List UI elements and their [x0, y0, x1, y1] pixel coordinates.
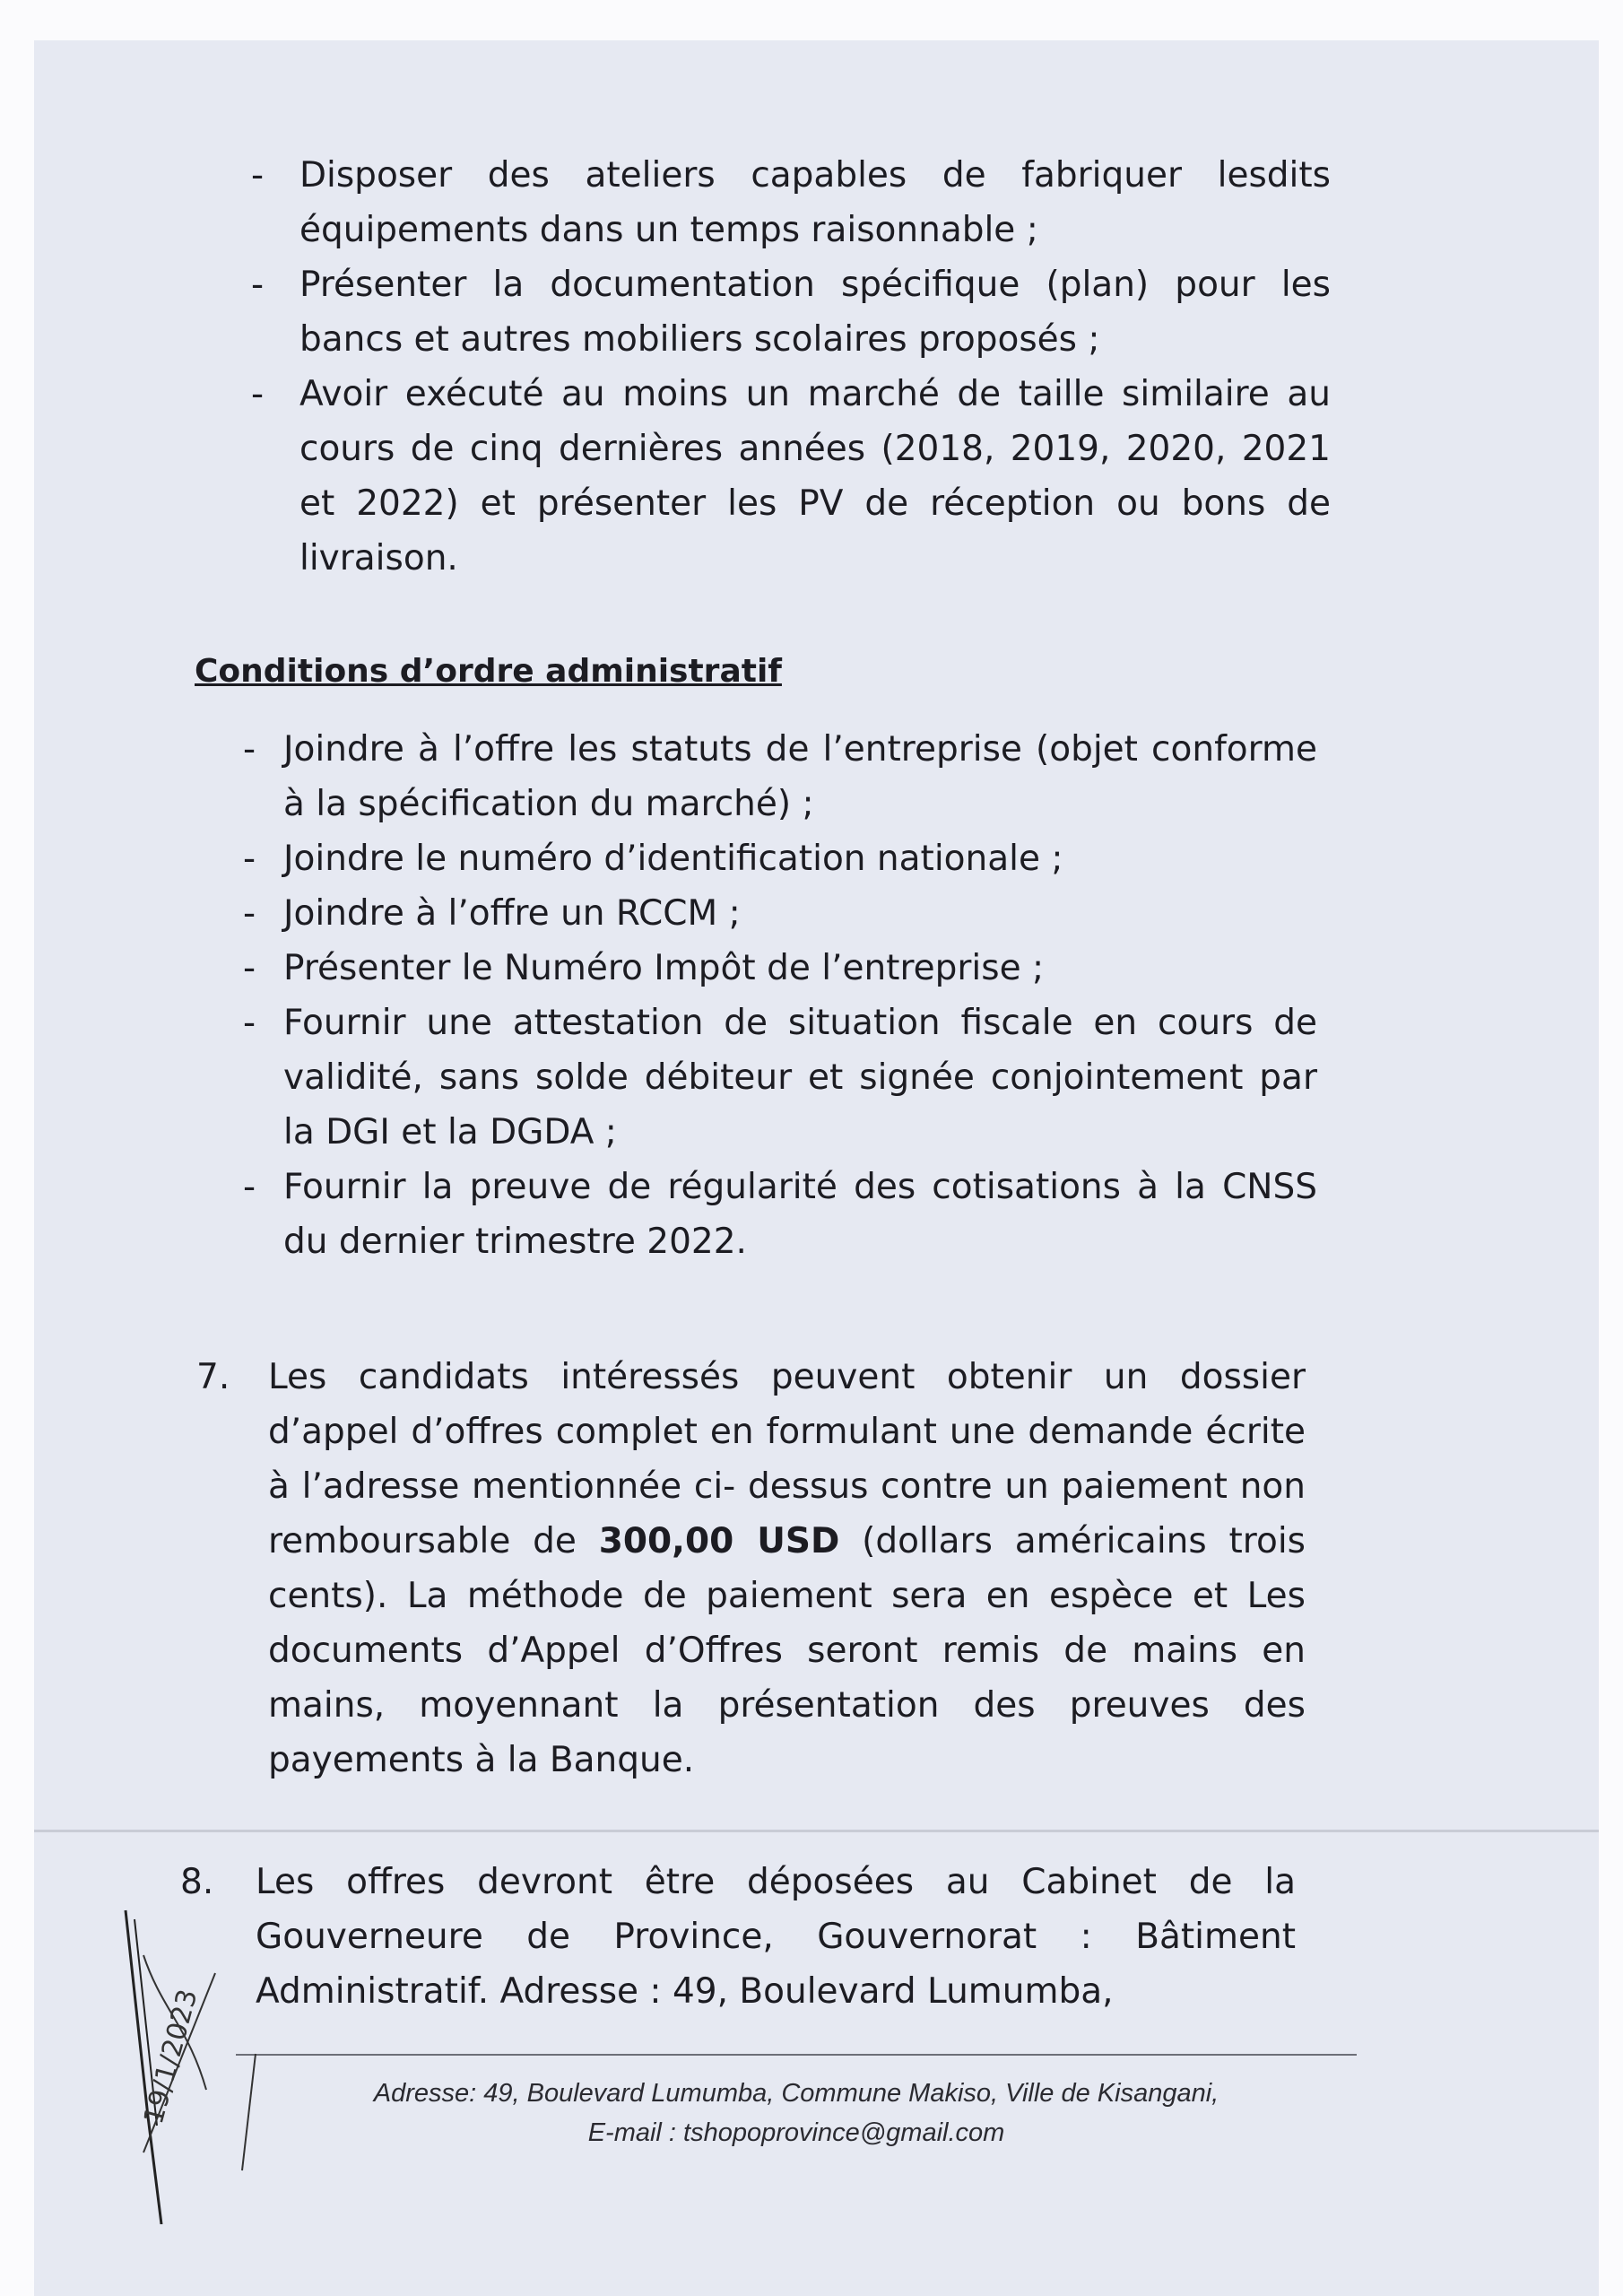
handwritten-signature [108, 1901, 287, 2224]
technical-conditions-list [251, 148, 1331, 586]
item-text: Avoir exécuté au moins un marché de taille similaire au cours de cinq dernières années (2018, 2019, 2020, 2021 et 2022) et présenter les PV de réception ou bons de livraison. [299, 374, 1331, 578]
bullet-dash: - [243, 948, 256, 988]
signature-date: 19/1/2023 [137, 1986, 204, 2128]
list-item [243, 831, 1317, 886]
section-heading: Conditions d’ordre administratif [195, 653, 782, 690]
administrative-conditions-list [243, 722, 1317, 1269]
bullet-dash: - [243, 1167, 256, 1207]
footer-address: Adresse: 49, Boulevard Lumumba, Commune Makiso, Ville de Kisangani, [373, 2079, 1219, 2108]
amount: 300,00 USD [598, 1521, 840, 1561]
item-text: Joindre le numéro d’identification nationale ; [283, 839, 1063, 879]
list-item [251, 257, 1331, 367]
item-text: Les candidats intéressés peuvent obtenir un dossier d’appel d’offres complet en formulant une demande écrite à l’adresse mentionnée ci- dessus contre un paiement non remboursable de [268, 1357, 1306, 1561]
item-text: Les offres devront être déposées au Cabinet de la Gouverneure de Province, Gouvernorat : Bâtiment Administratif. Adresse : 49, Boulevard Lumumba, [256, 1862, 1296, 2012]
item-text: Joindre à l’offre les statuts de l’entreprise (objet conforme à la spécification du marché) ; [283, 729, 1317, 824]
paragraph-8 [180, 1855, 1296, 2019]
item-text: Présenter le Numéro Impôt de l’entreprise ; [283, 948, 1045, 988]
list-item [243, 941, 1317, 996]
paragraph-7 [196, 1350, 1306, 1787]
bullet-dash: - [251, 155, 265, 196]
item-text: Présenter la documentation spécifique (plan) pour les bancs et autres mobiliers scolaires proposés ; [299, 265, 1331, 360]
bullet-dash: - [243, 729, 256, 770]
item-text: Disposer des ateliers capables de fabriquer lesdits équipements dans un temps raisonnable ; [299, 155, 1331, 250]
item-text: Joindre à l’offre un RCCM ; [283, 893, 741, 934]
bullet-dash: - [243, 1003, 256, 1043]
item-number: 7. [196, 1357, 230, 1397]
bullet-dash: - [251, 374, 265, 414]
list-item [243, 722, 1317, 831]
list-item [243, 1160, 1317, 1269]
item-text: Fournir la preuve de régularité des cotisations à la CNSS du dernier trimestre 2022. [283, 1167, 1317, 1262]
list-item [243, 886, 1317, 941]
bullet-dash: - [243, 839, 256, 879]
item-text: Fournir une attestation de situation fiscale en cours de validité, sans solde débiteur et signée conjointement par la DGI et la DGDA ; [283, 1003, 1317, 1152]
list-item [243, 996, 1317, 1160]
signature-stroke [242, 2054, 256, 2170]
list-item [251, 148, 1331, 257]
bullet-dash: - [251, 265, 265, 305]
item-number: 8. [180, 1862, 214, 1902]
item-text: (dollars américains trois cents). La méthode de paiement sera en espèce et Les documents d’Appel d’Offres seront remis de mains en mains, moyennant la présentation des preuves des payements à la Banque. [268, 1521, 1306, 1780]
fold-line [34, 1830, 1599, 1832]
footer-divider [236, 2054, 1357, 2056]
footer-email: E-mail : tshopoprovince@gmail.com [587, 2118, 1005, 2147]
list-item [251, 367, 1331, 586]
bullet-dash: - [243, 893, 256, 934]
